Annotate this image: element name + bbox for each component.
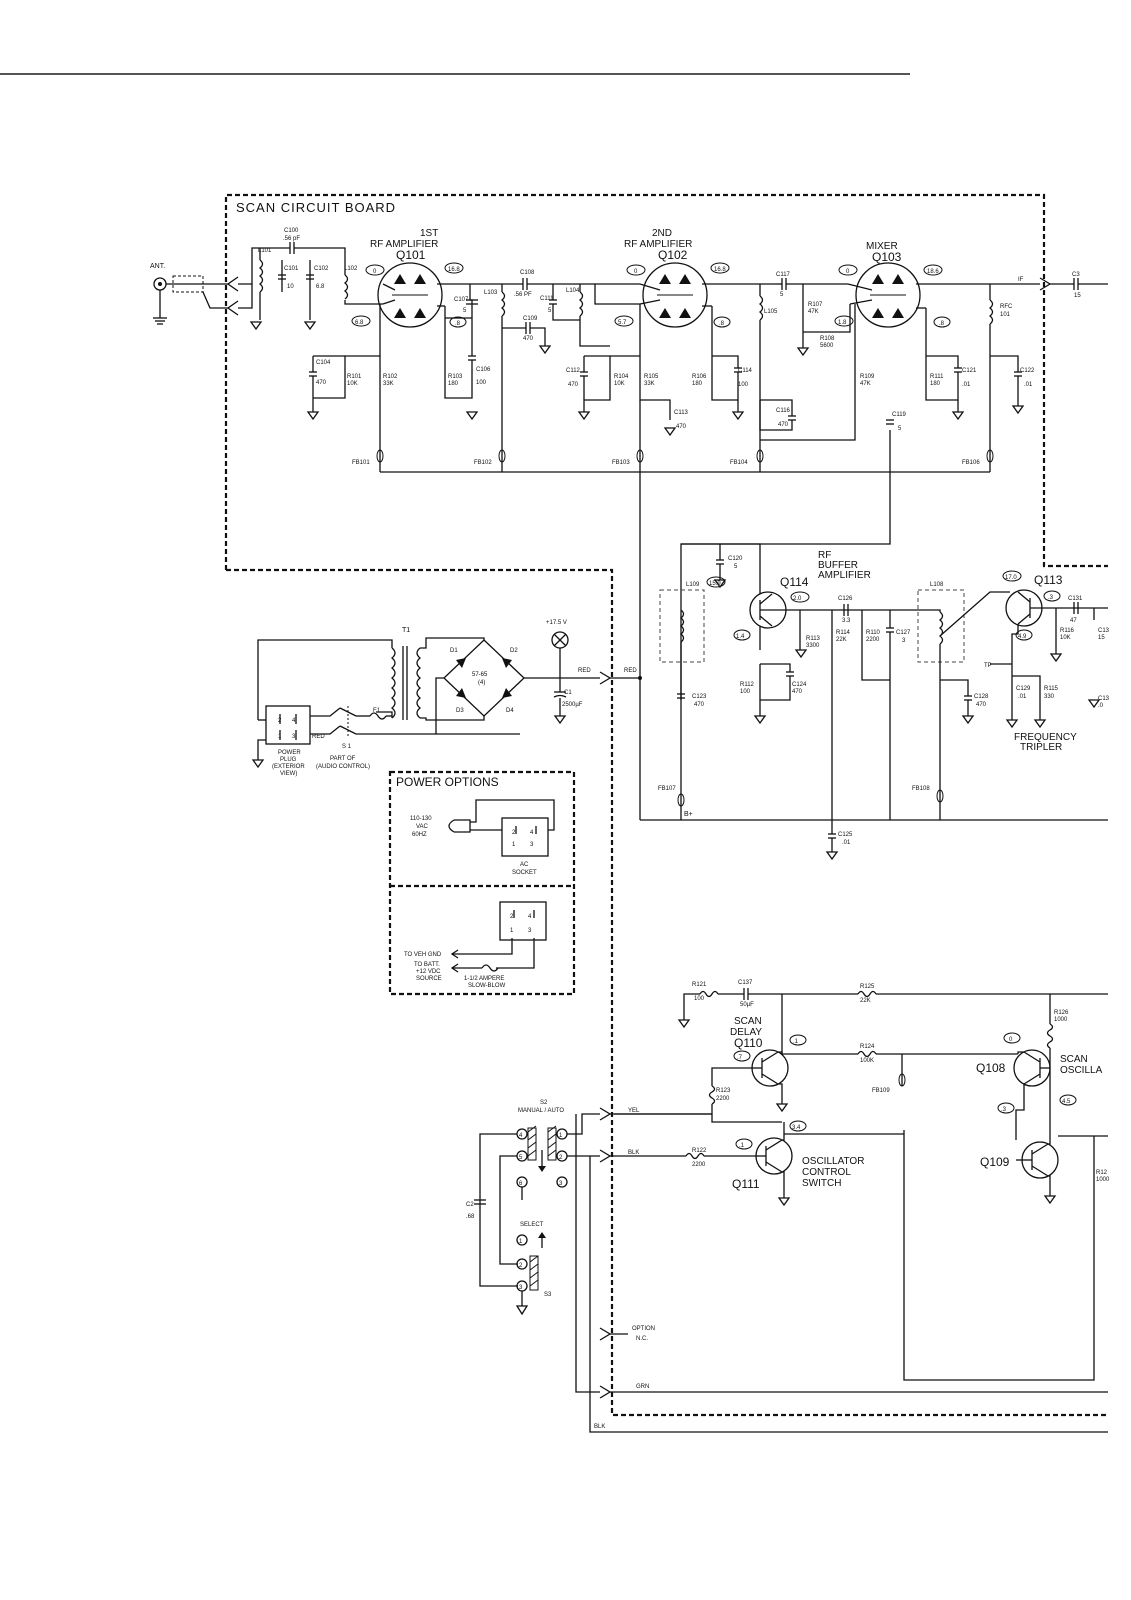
r101-val: 10K	[347, 381, 358, 387]
c123-val: 470	[694, 702, 705, 708]
c116-ref: C116	[776, 408, 790, 414]
l104-label: L104	[566, 288, 580, 294]
r127-val: 1000	[1096, 1177, 1110, 1183]
ac-pin-4: 4	[530, 830, 534, 836]
c106-ref: C106	[476, 367, 491, 373]
lamp-voltage: +17.5 V	[546, 620, 567, 626]
l108-label: L108	[930, 582, 944, 588]
dc-pin-4: 4	[528, 914, 532, 920]
s3-pin-3: 3	[519, 1285, 523, 1291]
c132-val: 15	[1098, 635, 1105, 641]
tripler-line1: FREQUENCY	[1014, 732, 1077, 743]
c102-val: 6.8	[316, 284, 325, 290]
option-label: OPTION	[632, 1326, 656, 1332]
v-q113-e: 4.9	[1018, 634, 1027, 640]
c113-val: 470	[676, 424, 687, 430]
r106-val: 180	[692, 381, 703, 387]
v-q103-s: .8	[939, 321, 945, 327]
rfc101-val: 101	[1000, 312, 1011, 318]
d4-label: D4	[506, 708, 514, 714]
l102-label: L102	[344, 266, 358, 272]
c108-val: .56 PF	[514, 292, 532, 298]
q111-ref: Q111	[732, 1177, 760, 1191]
s2-pin-6: 6	[519, 1181, 523, 1187]
c124-val: 470	[792, 689, 803, 695]
v-q110-b: .7	[737, 1055, 743, 1061]
q102-ref: Q102	[658, 248, 688, 262]
v-q103-g1: 0	[846, 269, 850, 275]
red-wire-2: RED	[624, 668, 637, 674]
r110-ref: R110	[866, 630, 880, 636]
c2-val: .68	[466, 1214, 475, 1220]
q114-line3: AMPLIFIER	[818, 570, 871, 581]
power-options-box	[390, 772, 574, 994]
antenna-jack	[153, 276, 238, 324]
c137-val: 50µF	[740, 1002, 754, 1008]
c137-ref: C137	[738, 980, 753, 986]
r116-ref: R116	[1060, 628, 1074, 634]
q101-ordinal: 1ST	[420, 228, 439, 239]
v-q113-c: 17.0	[1005, 575, 1017, 581]
r106-ref: R106	[692, 374, 707, 380]
v-q102-g2: 5.7	[618, 320, 627, 326]
q111-line2: CONTROL	[802, 1167, 851, 1178]
v-q111-c: 3.4	[792, 1125, 801, 1131]
bplus-label: B+	[684, 811, 693, 818]
tp-label: TP	[984, 663, 992, 669]
c112-ref: C112	[566, 368, 580, 374]
ac-in3: 60HZ	[412, 832, 427, 838]
d3-label: D3	[456, 708, 464, 714]
c101-val: 10	[287, 284, 294, 290]
q113-ref: Q113	[1034, 573, 1063, 587]
c119-ref: C119	[892, 412, 906, 418]
c130-val: .0	[1098, 703, 1104, 709]
c114-ref: C114	[738, 368, 752, 374]
r113-ref: R113	[806, 636, 820, 642]
v-q114-b: 2.0	[793, 596, 802, 602]
r105-val: 33K	[644, 381, 655, 387]
fb102-label: FB102	[474, 460, 492, 466]
r110-val: 2200	[866, 637, 880, 643]
r123-ref: R123	[716, 1088, 731, 1094]
v-q101-d: 16.8	[448, 267, 460, 273]
s2-pin-2: 2	[559, 1155, 563, 1161]
q108-ref: Q108	[976, 1061, 1006, 1075]
r114-ref: R114	[836, 630, 850, 636]
option-label2: N.C.	[636, 1336, 648, 1342]
fb101-label: FB101	[352, 460, 370, 466]
v-q102-s: .8	[719, 321, 725, 327]
s1-label: S 1	[342, 744, 352, 750]
r107-ref: R107	[808, 302, 823, 308]
ground-symbols-lower	[715, 580, 1099, 859]
q102-transistor	[640, 263, 775, 327]
q114-ref: Q114	[780, 575, 809, 589]
r111-val: 180	[930, 381, 941, 387]
t1-label: T1	[402, 627, 411, 634]
c117-val: 5	[780, 292, 784, 298]
c127-val: 3	[902, 638, 906, 644]
fb108-label: FB108	[912, 786, 930, 792]
plug-pin-1: 1	[278, 734, 282, 740]
s1-note2: (AUDIO CONTROL)	[316, 764, 370, 770]
v-q102-g1: 0	[634, 269, 638, 275]
q114-line1: RF	[818, 550, 832, 561]
ac-pin-2: 2	[512, 830, 516, 836]
s2-pin-4: 4	[519, 1133, 523, 1139]
s2-name: MANUAL / AUTO	[518, 1108, 565, 1114]
s2-pin-3: 3	[559, 1181, 563, 1187]
q108-line2: OSCILLA	[1060, 1065, 1103, 1076]
r125-ref: R125	[860, 984, 875, 990]
q103-output-network	[855, 278, 1108, 472]
f1-label: F1	[373, 708, 381, 714]
c127-ref: C127	[896, 630, 911, 636]
v-q109-c: 4.5	[1062, 1099, 1071, 1105]
if-label: IF	[1018, 277, 1024, 283]
select-label: SELECT	[520, 1222, 544, 1228]
c114-val: 100	[738, 382, 749, 388]
v-q110-c: .1	[793, 1039, 799, 1045]
v-q102-d: 16.8	[714, 267, 726, 273]
board-supply-rail	[377, 420, 993, 820]
r109-ref: R109	[860, 374, 875, 380]
q111-transistor	[614, 1114, 792, 1205]
r111-ref: R111	[930, 374, 944, 380]
r107-val: 47K	[808, 309, 819, 315]
l101-label: L101	[258, 248, 272, 254]
red-wire-1: RED	[578, 668, 591, 674]
r121-val: 100	[694, 996, 705, 1002]
c109-val: 470	[523, 336, 534, 342]
c108-ref: C108	[520, 270, 535, 276]
r102-val: 33K	[383, 381, 394, 387]
c129-val: .01	[1018, 694, 1027, 700]
r105-ref: R105	[644, 374, 659, 380]
c128-val: 470	[976, 702, 987, 708]
q103-name: MIXER	[866, 241, 898, 252]
v-q114-c: 15.9	[709, 581, 721, 587]
q111-line3: SWITCH	[802, 1178, 842, 1189]
v-q101-s: .8	[455, 321, 461, 327]
rfc101-ref: RFC	[1000, 304, 1013, 310]
c129-ref: C129	[1016, 686, 1031, 692]
r114-val: 22K	[836, 637, 847, 643]
plug-pin-3: 3	[292, 734, 296, 740]
ac-socket2: SOCKET	[512, 870, 537, 876]
r115-val: 330	[1044, 694, 1055, 700]
c119-val: 5	[898, 426, 902, 432]
lamp-and-filter	[552, 632, 642, 723]
r112-val: 100	[740, 689, 751, 695]
r116-val: 10K	[1060, 635, 1071, 641]
c120-val: 5	[734, 564, 738, 570]
c3-val: 15	[1074, 293, 1081, 299]
batt3: SOURCE	[416, 976, 442, 982]
ground-symbols	[251, 322, 1023, 435]
c112-val: 470	[568, 382, 579, 388]
fb103-label: FB103	[612, 460, 630, 466]
c111-ref: C111	[540, 296, 554, 302]
q110-line2: DELAY	[730, 1027, 763, 1038]
s1-note: PART OF	[330, 756, 356, 762]
q101-name: RF AMPLIFIER	[370, 239, 439, 250]
v-q108-b: .3	[1001, 1107, 1007, 1113]
r121-ref: R121	[692, 982, 707, 988]
diode-note2: (4)	[478, 680, 486, 686]
r126-ref: R126	[1054, 1010, 1069, 1016]
c123-ref: C123	[692, 694, 707, 700]
c117-ref: C117	[776, 272, 790, 278]
plug-line4: VIEW)	[280, 771, 298, 777]
plug-line3: (EXTERIOR	[272, 764, 305, 770]
c131-ref: C131	[1068, 596, 1083, 602]
s3-pin-2: 2	[519, 1263, 523, 1269]
yel-wire: YEL	[628, 1108, 640, 1114]
plug-pin-2: 2	[278, 718, 282, 724]
c124-ref: C124	[792, 682, 807, 688]
veh-gnd: TO VEH GND	[404, 952, 442, 958]
s2-pin-5: 5	[519, 1155, 523, 1161]
v-q114-e: 1.4	[736, 634, 745, 640]
l103-label: L103	[484, 290, 498, 296]
r109-val: 47K	[860, 381, 871, 387]
c125-val: .01	[842, 840, 851, 846]
q110-transistor	[710, 1050, 789, 1122]
antenna-label: ANT.	[150, 263, 166, 270]
r113-val: 3300	[806, 643, 820, 649]
c107-ref: C107	[454, 297, 469, 303]
c100-ref: C100	[284, 228, 299, 234]
v-q108-e: 0	[1009, 1037, 1013, 1043]
dc-pin-1: 1	[510, 928, 514, 934]
grn-wire: GRN	[636, 1384, 650, 1390]
q114-line2: BUFFER	[818, 560, 858, 571]
blk-wire: BLK	[628, 1150, 640, 1156]
c126-ref: C126	[838, 596, 853, 602]
q108-line1: SCAN	[1060, 1054, 1088, 1065]
v-q103-d: 18.6	[927, 269, 939, 275]
ac-socket: AC	[520, 862, 529, 868]
v-q111-b: .1	[739, 1143, 745, 1149]
c1-val: 2500µF	[562, 702, 583, 708]
r103-ref: R103	[448, 374, 463, 380]
c126-val: 3.3	[842, 618, 851, 624]
c122-val: .01	[1024, 382, 1033, 388]
v-q113-b: .3	[1048, 595, 1054, 601]
q109-ref: Q109	[980, 1155, 1010, 1169]
d2-label: D2	[510, 648, 518, 654]
ac-in: 110-130	[410, 816, 432, 822]
q109-transistor	[1016, 1136, 1058, 1203]
batt2: +12 VDC	[416, 969, 441, 975]
c106-val: 100	[476, 380, 487, 386]
q111-line1: OSCILLATOR	[802, 1156, 865, 1167]
r123-val: 2200	[716, 1096, 730, 1102]
q102-name: RF AMPLIFIER	[624, 239, 693, 250]
tripler-line2: TRIPLER	[1020, 742, 1063, 753]
c113-ref: C113	[674, 410, 688, 416]
c100-val: .56 pF	[283, 236, 301, 242]
q102-ordinal: 2ND	[652, 228, 673, 239]
r104-val: 10K	[614, 381, 625, 387]
plug-line1: POWER	[278, 750, 301, 756]
q108-transistor	[1014, 1050, 1050, 1140]
fuse2: SLOW-BLOW	[468, 983, 506, 989]
c116-val: 470	[778, 422, 789, 428]
r115-ref: R115	[1044, 686, 1058, 692]
diode-note: 57-65	[472, 672, 488, 678]
s2-pin-1: 1	[559, 1133, 563, 1139]
c122-ref: C122	[1020, 368, 1035, 374]
r104-ref: R104	[614, 374, 629, 380]
r103-val: 180	[448, 381, 459, 387]
batt: TO BATT.	[414, 962, 440, 968]
l105-label: L105	[764, 309, 778, 315]
r108-ref: R108	[820, 336, 835, 342]
fb107-label: FB107	[658, 786, 676, 792]
r126-val: 1000	[1054, 1017, 1068, 1023]
v-q101-g2: 6.8	[355, 320, 364, 326]
c120-ref: C120	[728, 556, 743, 562]
d1-label: D1	[450, 648, 458, 654]
s3-label: S3	[544, 1292, 552, 1298]
board-title: SCAN CIRCUIT BOARD	[236, 200, 397, 215]
l109-label: L109	[686, 582, 700, 588]
s2-s3-switches	[474, 1108, 1108, 1432]
c130-ref: C13	[1098, 696, 1110, 702]
c104-val: 470	[316, 380, 327, 386]
ac-pin-1: 1	[512, 842, 516, 848]
r108-val: 5600	[820, 343, 834, 349]
ac-pin-3: 3	[530, 842, 534, 848]
v-q101-g1: 0	[373, 269, 377, 275]
c132-ref: C13	[1098, 628, 1110, 634]
r122-val: 2200	[692, 1162, 706, 1168]
r124-ref: R124	[860, 1044, 875, 1050]
c109-ref: C109	[523, 316, 538, 322]
dc-pin-2: 2	[510, 914, 514, 920]
q114-transistor	[681, 544, 930, 716]
c111-val: 5	[548, 308, 552, 314]
s3-pin-1: 1	[519, 1239, 523, 1245]
r124-val: 100K	[860, 1058, 875, 1064]
q102-bias-network	[580, 304, 742, 472]
r101-ref: R101	[347, 374, 362, 380]
red-wire-3: RED	[312, 734, 325, 740]
fb106-label: FB106	[962, 460, 980, 466]
plug-pin-4: 4	[292, 718, 296, 724]
r125-val: 22K	[860, 998, 871, 1004]
c125-ref: C125	[838, 832, 853, 838]
c101-ref: C101	[284, 266, 299, 272]
q110-ref: Q110	[734, 1036, 763, 1050]
c121-val: .01	[962, 382, 971, 388]
r102-ref: R102	[383, 374, 398, 380]
c2-ref: C2	[466, 1202, 474, 1208]
v-q103-g2: 1.8	[838, 320, 847, 326]
power-options-title: POWER OPTIONS	[396, 775, 499, 789]
dc-pin-3: 3	[528, 928, 532, 934]
s2-label: S2	[540, 1100, 548, 1106]
c3-ref: C3	[1072, 272, 1080, 278]
c102-ref: C102	[314, 266, 329, 272]
c107-val: 5	[463, 308, 467, 314]
fb109-label: FB109	[872, 1088, 890, 1094]
plug-line2: PLUG	[280, 757, 297, 763]
q110-line1: SCAN	[734, 1016, 762, 1027]
r122-ref: R122	[692, 1148, 707, 1154]
c128-ref: C128	[974, 694, 989, 700]
q103-ref: Q103	[872, 250, 902, 264]
fuse: 1-1/2 AMPERE	[464, 976, 505, 982]
fb104-label: FB104	[730, 460, 748, 466]
c121-ref: C121	[962, 368, 977, 374]
c104-ref: C104	[316, 360, 331, 366]
q101-ref: Q101	[396, 248, 426, 262]
r127-ref: R12	[1096, 1170, 1108, 1176]
r112-ref: R112	[740, 682, 754, 688]
ac-in2: VAC	[416, 824, 428, 830]
c131-val: 47	[1070, 618, 1077, 624]
blk-wire-2: BLK	[594, 1424, 606, 1430]
c1-ref: C1	[564, 690, 572, 696]
